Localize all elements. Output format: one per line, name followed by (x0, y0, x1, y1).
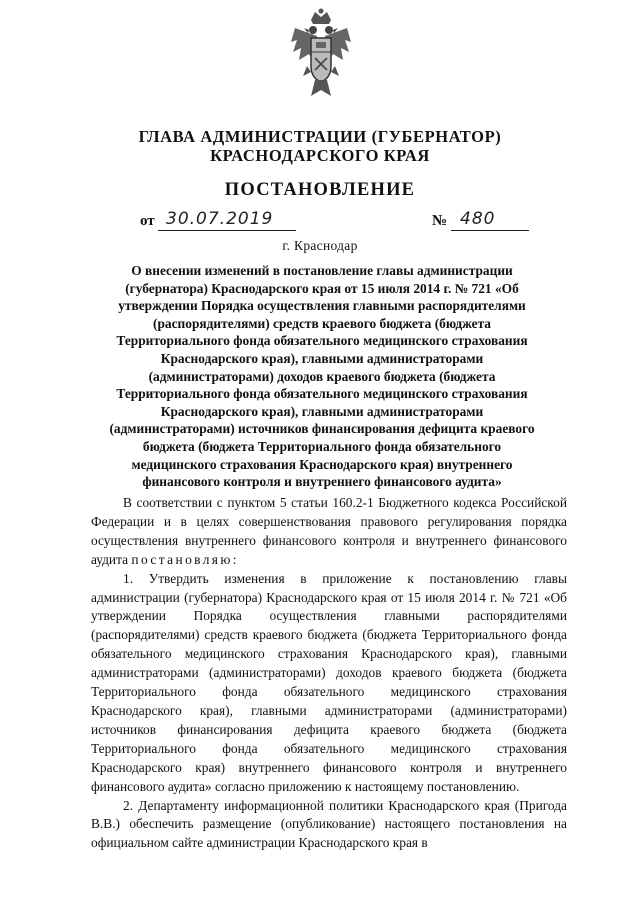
number-underline (451, 230, 529, 231)
preamble-text: В соответствии с пунктом 5 статьи 160.2-1 Бюджетного кодекса Российской Федерации и в целях совершенствования правового регулирования порядка осуществления внутреннего финансового контроля и внутреннего финансового аудита (91, 495, 567, 567)
document-title: О внесении изменений в постановление главы администрации (губернатора) Краснодарского края от 15 июля 2014 г. № 721 «Об утверждении Порядка осуществления главными распорядителями (распорядителями) средств краевого бюджета (бюджета Территориального фонда обязательного медицинского страхования Краснодарского края), главными администраторами (администраторами) доходов краевого бюджета (бюджета Территориального фонда обязательного медицинского страхования Краснодарского края), главными администраторами (администраторами) источников финансирования дефицита краевого бюджета (бюджета Территориального фонда обязательного медицинского страхования Краснодарского края) внутреннего финансового контроля и внутреннего финансового аудита» (109, 263, 535, 490)
date-number-line (140, 208, 540, 234)
date-value: 30.07.2019 (166, 209, 274, 229)
authority-title-line1: ГЛАВА АДМИНИСТРАЦИИ (ГУБЕРНАТОР) (138, 127, 502, 146)
item-2-paragraph: 2. Департаменту информационной политики Краснодарского края (Пригода В.В.) обеспечить размещение (опубликование) настоящего постановления на официальном сайте администрации Краснодарского края в (91, 797, 567, 851)
date-label: от (140, 213, 155, 229)
city: г. Краснодар (282, 238, 358, 253)
document-type: ПОСТАНОВЛЕНИЕ (224, 180, 416, 200)
authority-title-line2: КРАСНОДАРСКОГО КРАЯ (210, 146, 430, 165)
item-1-paragraph: 1. Утвердить изменения в приложение к постановлению главы администрации (губернатора) Краснодарского края от 15 июля 2014 г. № 721 «Об утверждении Порядка осуществления главными распорядителями (распорядителями) средств краевого бюджета (бюджета Территориального фонда обязательного медицинского страхования Краснодарского края), главными администраторами (администраторами) доходов краевого бюджета (бюджета Территориального фонда обязательного медицинского страхования Краснодарского края), главными администраторами (администраторами) источников финансирования дефицита краевого бюджета (бюджета Территориального фонда обязательного медицинского страхования Краснодарского края) внутреннего финансового контроля и внутреннего финансового аудита» согласно приложению к настоящему постановлению. (91, 570, 567, 794)
coat-of-arms-icon (289, 6, 353, 106)
number-label: № (432, 213, 448, 229)
document-body (91, 494, 567, 853)
date-underline (158, 230, 296, 231)
decree-word: постановляю: (131, 551, 239, 567)
number-value: 480 (460, 209, 496, 229)
preamble-paragraph (91, 494, 567, 570)
